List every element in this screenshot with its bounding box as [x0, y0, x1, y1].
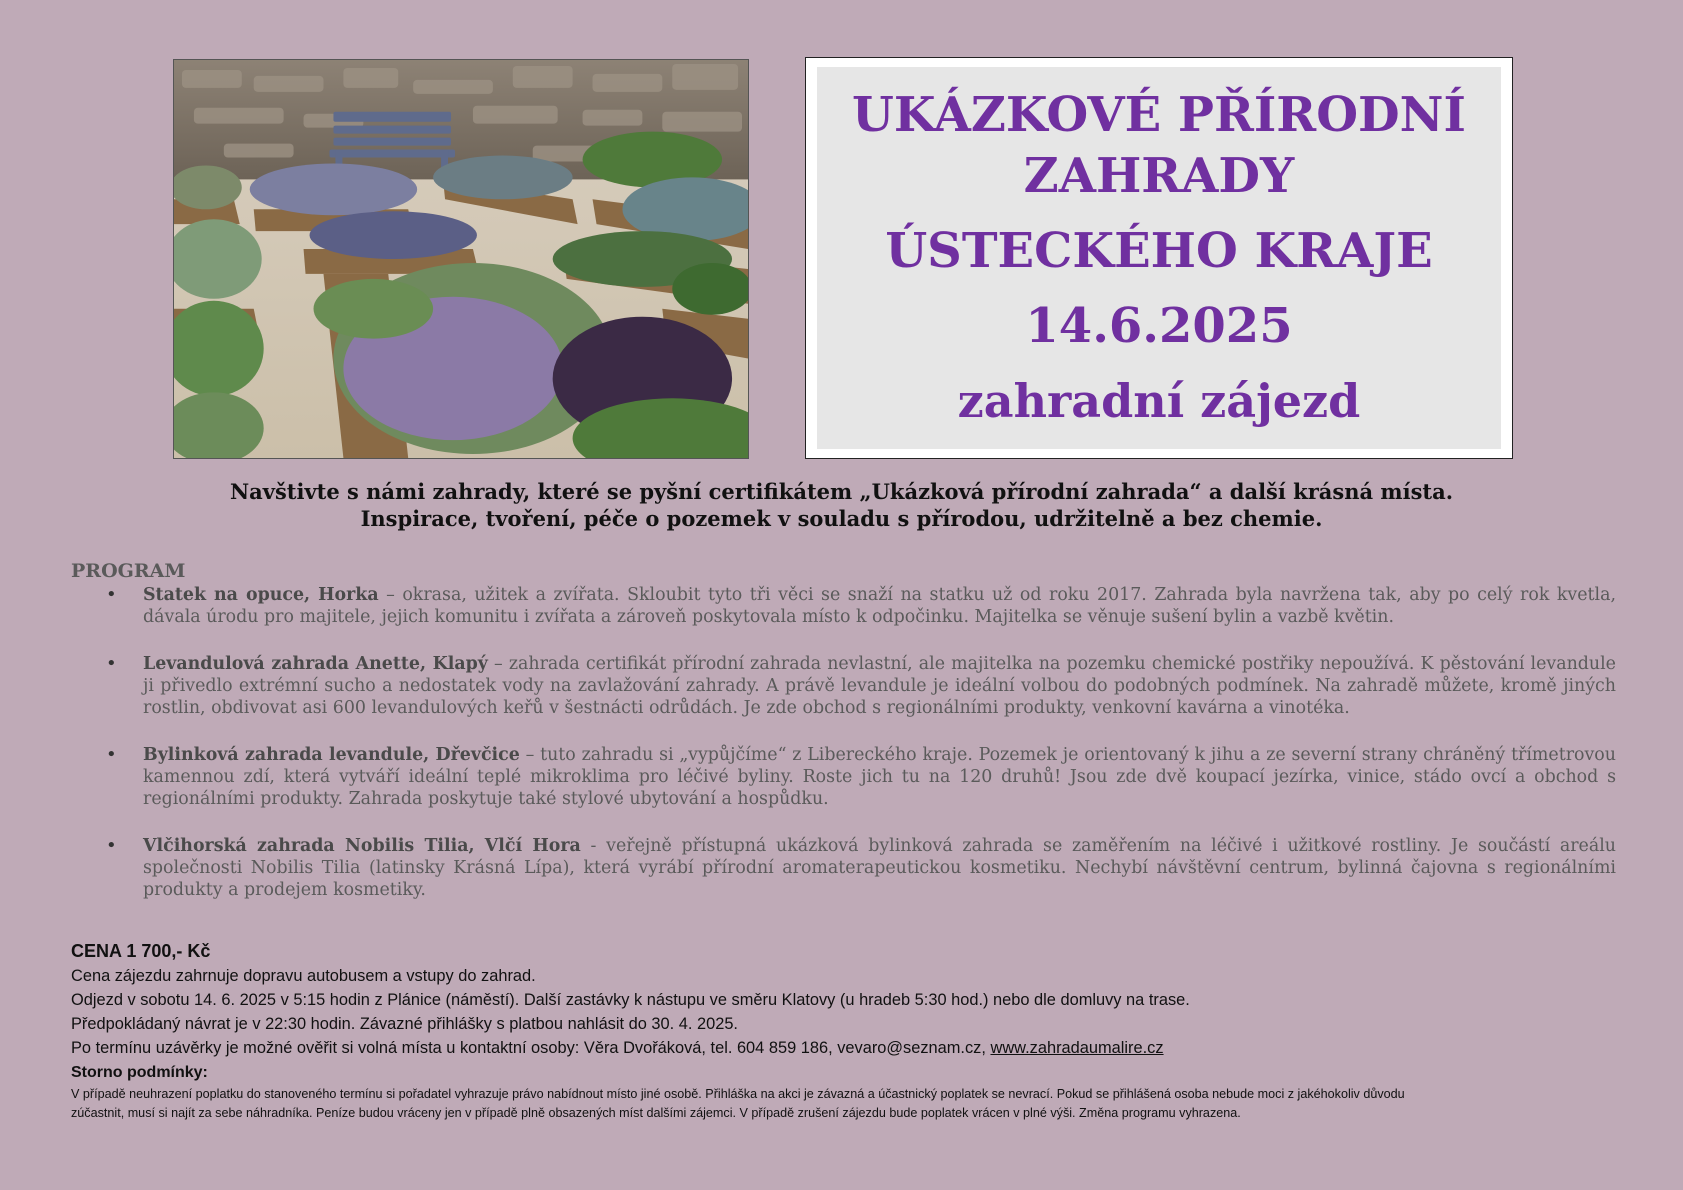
program-item-name: Vlčihorská zahrada Nobilis Tilia, Vlčí Hora — [143, 836, 581, 856]
program-item — [71, 584, 1616, 628]
intro-line-1: Navštivte s námi zahrady, které se pyšní certifikátem „Ukázková přírodní zahrada“ a další krásná místa. — [229, 479, 1454, 504]
title-line-2: ÚSTECKÉHO KRAJE — [885, 222, 1433, 279]
program-item-name: Levandulová zahrada Anette, Klapý — [143, 654, 488, 674]
program-item-name: Statek na opuce, Horka — [143, 585, 379, 605]
storno-heading: Storno podmínky: — [71, 1064, 208, 1081]
info-line-3: Předpokládaný návrat je v 22:30 hodin. Závazné přihlášky s platbou nahlásit do 30. 4. 2025. — [71, 1015, 738, 1033]
garden-photo-icon — [174, 60, 748, 458]
program-heading: PROGRAM — [71, 560, 186, 582]
program-item-text: - veřejně přístupná ukázková bylinková zahrada se zaměřením na léčivé i užitkové rostliny. Je součástí areálu společnosti Nobilis Tilia (latinsky Krásná Lípa), která vyrábí přírodní aromaterapeutickou kosmetiku. Nechybí návštěvní centrum, bylinná čajovna s regionálními produkty a prodejem kosmetiky. — [143, 836, 1616, 900]
title-line-1b: ZAHRADY — [1023, 147, 1295, 204]
intro-line-2: Inspirace, tvoření, péče o pozemek v souladu s přírodou, udržitelně a bez chemie. — [360, 506, 1323, 531]
storno-line-2: zúčastnit, musí si najít za sebe náhradníka. Peníze budou vráceny jen v případě plně obsazených míst dalšími zájemci. V případě zrušení zájezdu bude poplatek vrácen v plné výši. Změna programu vyhrazena. — [71, 1106, 1241, 1120]
contact-text: Po termínu uzávěrky je možné ověřit si volná místa u kontaktní osoby: Věra Dvořáková, tel. 604 859 186, vevaro@seznam.cz, — [71, 1039, 991, 1057]
bullet-icon: • — [106, 835, 117, 856]
program-list — [71, 584, 1616, 926]
event-date: 14.6.2025 — [1025, 297, 1293, 354]
website-link[interactable]: www.zahradaumalire.cz — [990, 1039, 1164, 1057]
program-item-text: – tuto zahradu si „vypůjčíme“ z Libereckého kraje. Pozemek je orientovaný k jihu a ze severní strany chráněný třímetrovou kamennou zdí, která vytváří ideální teplé mikroklima pro léčivé byliny. Roste jich tu na 120 druhů! Jsou zde dvě koupací jezírka, vinice, stádo ovcí a obchod s regionálními produkty. Zahrada poskytuje také stylové ubytování a hospůdku. — [143, 745, 1616, 809]
info-section — [71, 938, 1631, 1123]
garden-photo — [173, 59, 749, 459]
info-line-4 — [71, 1036, 1631, 1060]
title-line-1a: UKÁZKOVÉ PŘÍRODNÍ — [852, 86, 1466, 143]
event-subtitle: zahradní zájezd — [957, 373, 1361, 428]
program-item — [71, 653, 1616, 719]
bullet-icon: • — [106, 584, 117, 605]
info-line-2: Odjezd v sobotu 14. 6. 2025 v 5:15 hodin z Plánice (náměstí). Další zastávky k nástupu ve směru Klatovy (u hradeb 5:30 hod.) nebo dle domluvy na trase. — [71, 991, 1190, 1009]
program-item-text: – okrasa, užitek a zvířata. Skloubit tyto tři věci se snaží na statku už od roku 2017. Zahrada byla navržena tak, aby po celý rok kvetla, dávala úrodu pro majitele, jejich komunitu i zvířata a zároveň poskytovala místo k odpočinku. Majitelka se věnuje sušení bylin a vazbě květin. — [143, 585, 1616, 627]
program-item — [71, 744, 1616, 810]
program-item — [71, 835, 1616, 901]
title-inner — [817, 67, 1501, 449]
program-item-name: Bylinková zahrada levandule, Dřevčice — [143, 745, 520, 765]
storno-line-1: V případě neuhrazení poplatku do stanoveného termínu si pořadatel vyhrazuje právo nabídnout místo jiné osobě. Přihláška na akci je závazná a účastnický poplatek se nevrací. Pokud se přihlášená osoba nebude moci z jakéhokoliv důvodu — [71, 1087, 1405, 1101]
title-box — [805, 57, 1513, 459]
title-line-1 — [852, 85, 1466, 207]
intro — [100, 478, 1583, 532]
bullet-icon: • — [106, 653, 117, 674]
info-line-1: Cena zájezdu zahrnuje dopravu autobusem a vstupy do zahrad. — [71, 967, 536, 985]
price: CENA 1 700,- Kč — [71, 941, 211, 961]
bullet-icon: • — [106, 744, 117, 765]
program-item-text: – zahrada certifikát přírodní zahrada nevlastní, ale majitelka na pozemku chemické postřiky nepoužívá. K pěstování levandule ji přivedlo extrémní sucho a nedostatek vody na zavlažování zahrady. A právě levandule je ideální volbou do podobných podmínek. Na zahradě můžete, kromě jiných rostlin, obdivovat asi 600 levandulových keřů v šestnácti odrůdách. Je zde obchod s regionálními produkty, venkovní kavárna a vinotéka. — [143, 654, 1616, 718]
